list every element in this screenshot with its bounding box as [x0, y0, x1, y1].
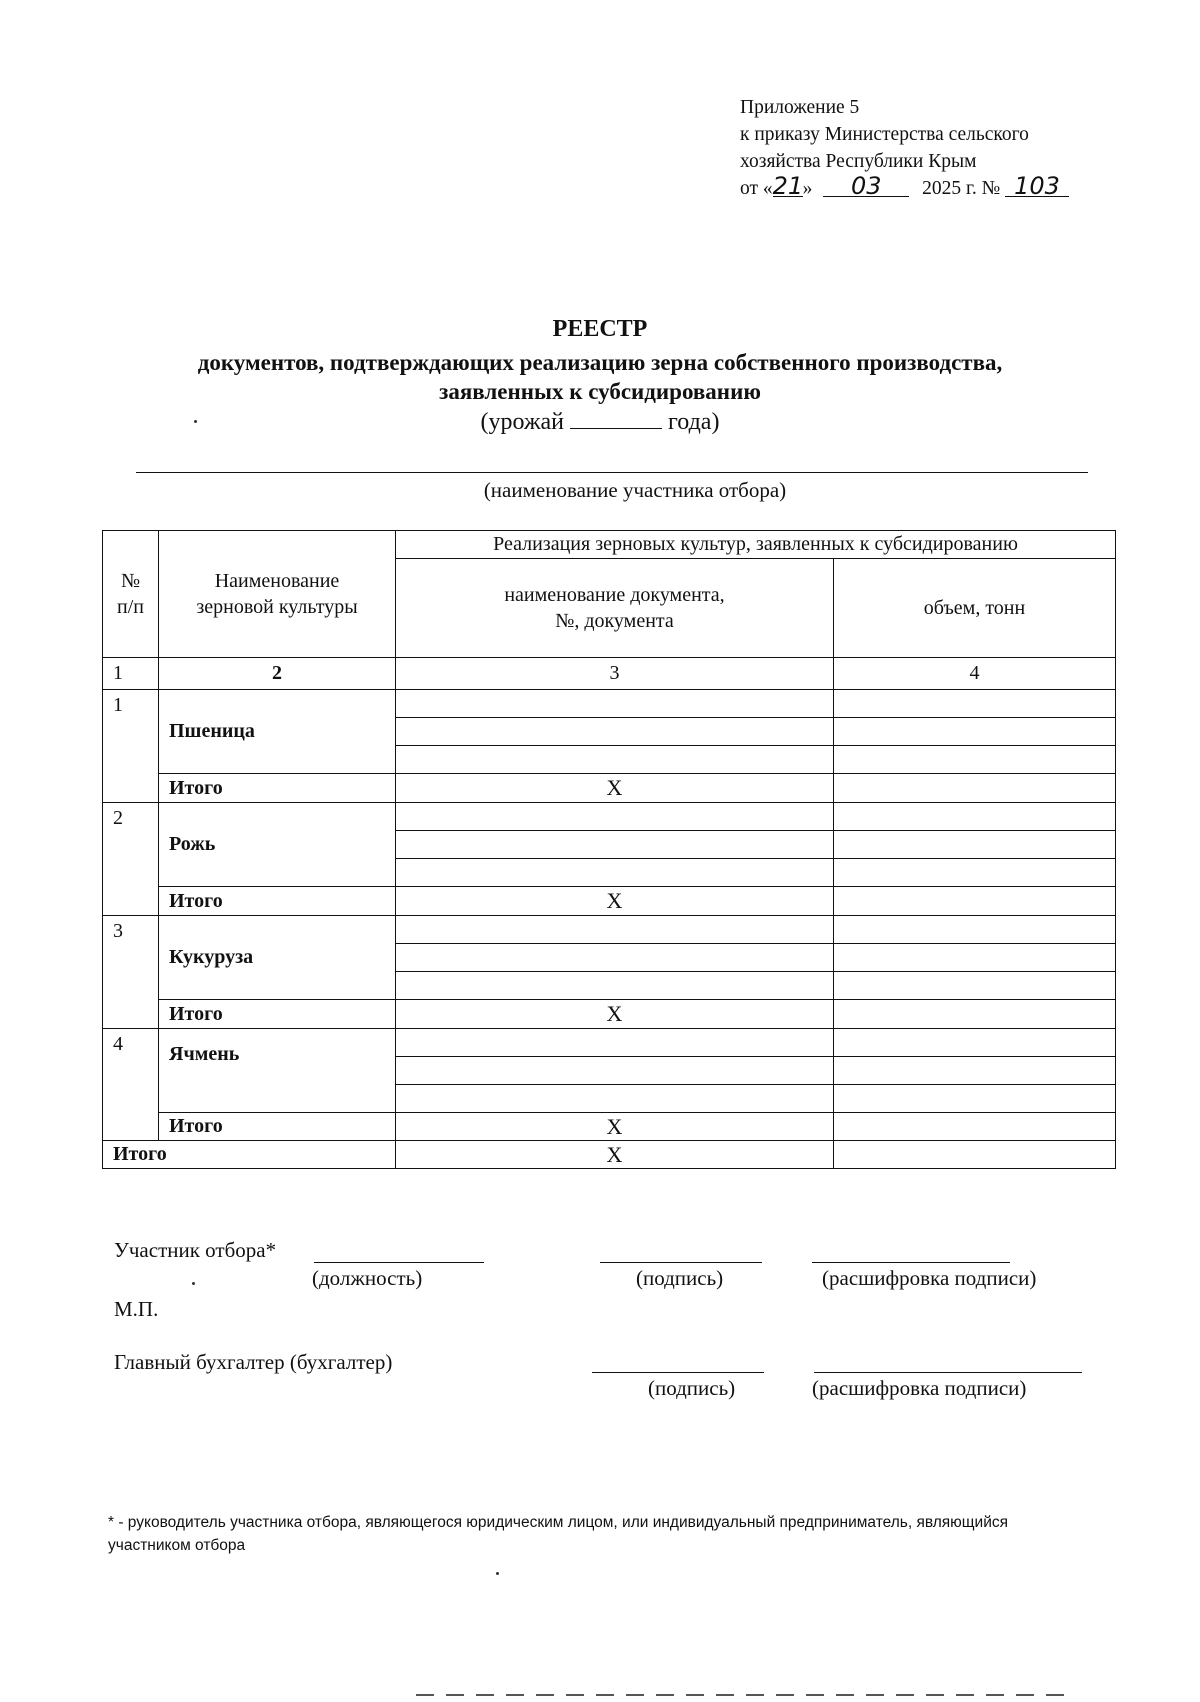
row-number: 3 [103, 916, 159, 1029]
row-number: 4 [103, 1029, 159, 1141]
harvest-year-line [0, 408, 1200, 436]
table-row [103, 1029, 1116, 1057]
subtotal-x: X [396, 1113, 834, 1141]
subtotal-label: Итого [159, 774, 396, 803]
row-number: 1 [103, 690, 159, 803]
order-number: 103 [1005, 176, 1069, 197]
index-cell: 3 [396, 658, 834, 690]
stamp-placeholder: М.П. [114, 1297, 159, 1321]
col-header-crop: Наименование зерновой культуры [159, 531, 396, 658]
footnote: * - руководитель участника отбора, являющегося юридическим лицом, или индивидуальный предприниматель, являющийся участником отбора [108, 1514, 1009, 1554]
index-cell: 4 [834, 658, 1116, 690]
decode-caption: (расшифровка подписи) [822, 1266, 1037, 1290]
scan-speck [194, 420, 197, 423]
subtotal-row [103, 774, 1116, 803]
subtotal-row [103, 887, 1116, 916]
col-header-document: наименование документа, №, документа [396, 559, 834, 658]
crop-name: Пшеница [159, 690, 396, 774]
scan-speck [496, 1572, 499, 1575]
col-header-group: Реализация зерновых культур, заявленных к субсидированию [396, 531, 1116, 559]
appendix-date-line [740, 172, 1069, 202]
subtotal-label: Итого [159, 887, 396, 916]
accountant-decode-caption: (расшифровка подписи) [812, 1376, 1027, 1400]
subtotal-label: Итого [159, 1113, 396, 1141]
date-month: 03 [823, 176, 909, 197]
grand-total-label: Итого [103, 1141, 396, 1169]
subtotal-x: X [396, 1000, 834, 1029]
scan-speck [192, 1282, 195, 1285]
table-row [103, 803, 1116, 831]
date-prefix: от « [740, 178, 773, 199]
scan-edge-artifact [416, 1694, 1076, 1696]
table-row [103, 916, 1116, 944]
crop-name: Ячмень [159, 1029, 396, 1113]
crop-name: Кукуруза [159, 916, 396, 1000]
register-table [102, 530, 1116, 1169]
date-mid: » [802, 178, 813, 199]
harvest-year-blank [570, 408, 662, 429]
row-number: 2 [103, 803, 159, 916]
participant-name-caption: (наименование участника отбора) [483, 478, 787, 502]
signature-line [600, 1262, 762, 1263]
signature-caption: (подпись) [636, 1266, 724, 1290]
subtotal-row [103, 1000, 1116, 1029]
col-header-volume: объем, тонн [834, 559, 1116, 658]
position-line [314, 1262, 484, 1263]
crop-name: Рожь [159, 803, 396, 887]
subtotal-row [103, 1113, 1116, 1141]
accountant-label: Главный бухгалтер (бухгалтер) [114, 1350, 393, 1374]
accountant-signature-line [592, 1372, 764, 1373]
participant-label: Участник отбора* [114, 1238, 277, 1262]
appendix-block [740, 94, 1069, 202]
table-row [103, 690, 1116, 718]
table-index-row [103, 658, 1116, 690]
accountant-signature-caption: (подпись) [648, 1376, 736, 1400]
grand-total-row [103, 1141, 1116, 1169]
index-cell: 1 [103, 658, 159, 690]
harvest-prefix: (урожай [480, 409, 565, 435]
participant-name-line [136, 472, 1088, 473]
index-cell: 2 [159, 658, 396, 690]
document-title: РЕЕСТР [552, 316, 648, 342]
appendix-line-2: к приказу Министерства сельского [740, 124, 1029, 145]
position-caption: (должность) [312, 1266, 423, 1290]
date-year: 2025 г. № [922, 178, 1001, 199]
accountant-decode-line [814, 1372, 1082, 1373]
subtotal-x: X [396, 774, 834, 803]
decode-line [812, 1262, 1010, 1263]
appendix-title: Приложение 5 [740, 97, 860, 118]
document-subtitle-1: документов, подтверждающих реализацию зерна собственного производства, [197, 350, 1003, 375]
subtotal-label: Итого [159, 1000, 396, 1029]
subtotal-x: X [396, 887, 834, 916]
document-subtitle-2: заявленных к субсидированию [439, 379, 761, 404]
col-header-number: № п/п [103, 531, 159, 658]
appendix-line-3: хозяйства Республики Крым [740, 151, 977, 172]
harvest-suffix: года) [668, 409, 720, 435]
grand-total-x: X [396, 1141, 834, 1169]
date-day: 21 [772, 172, 804, 200]
